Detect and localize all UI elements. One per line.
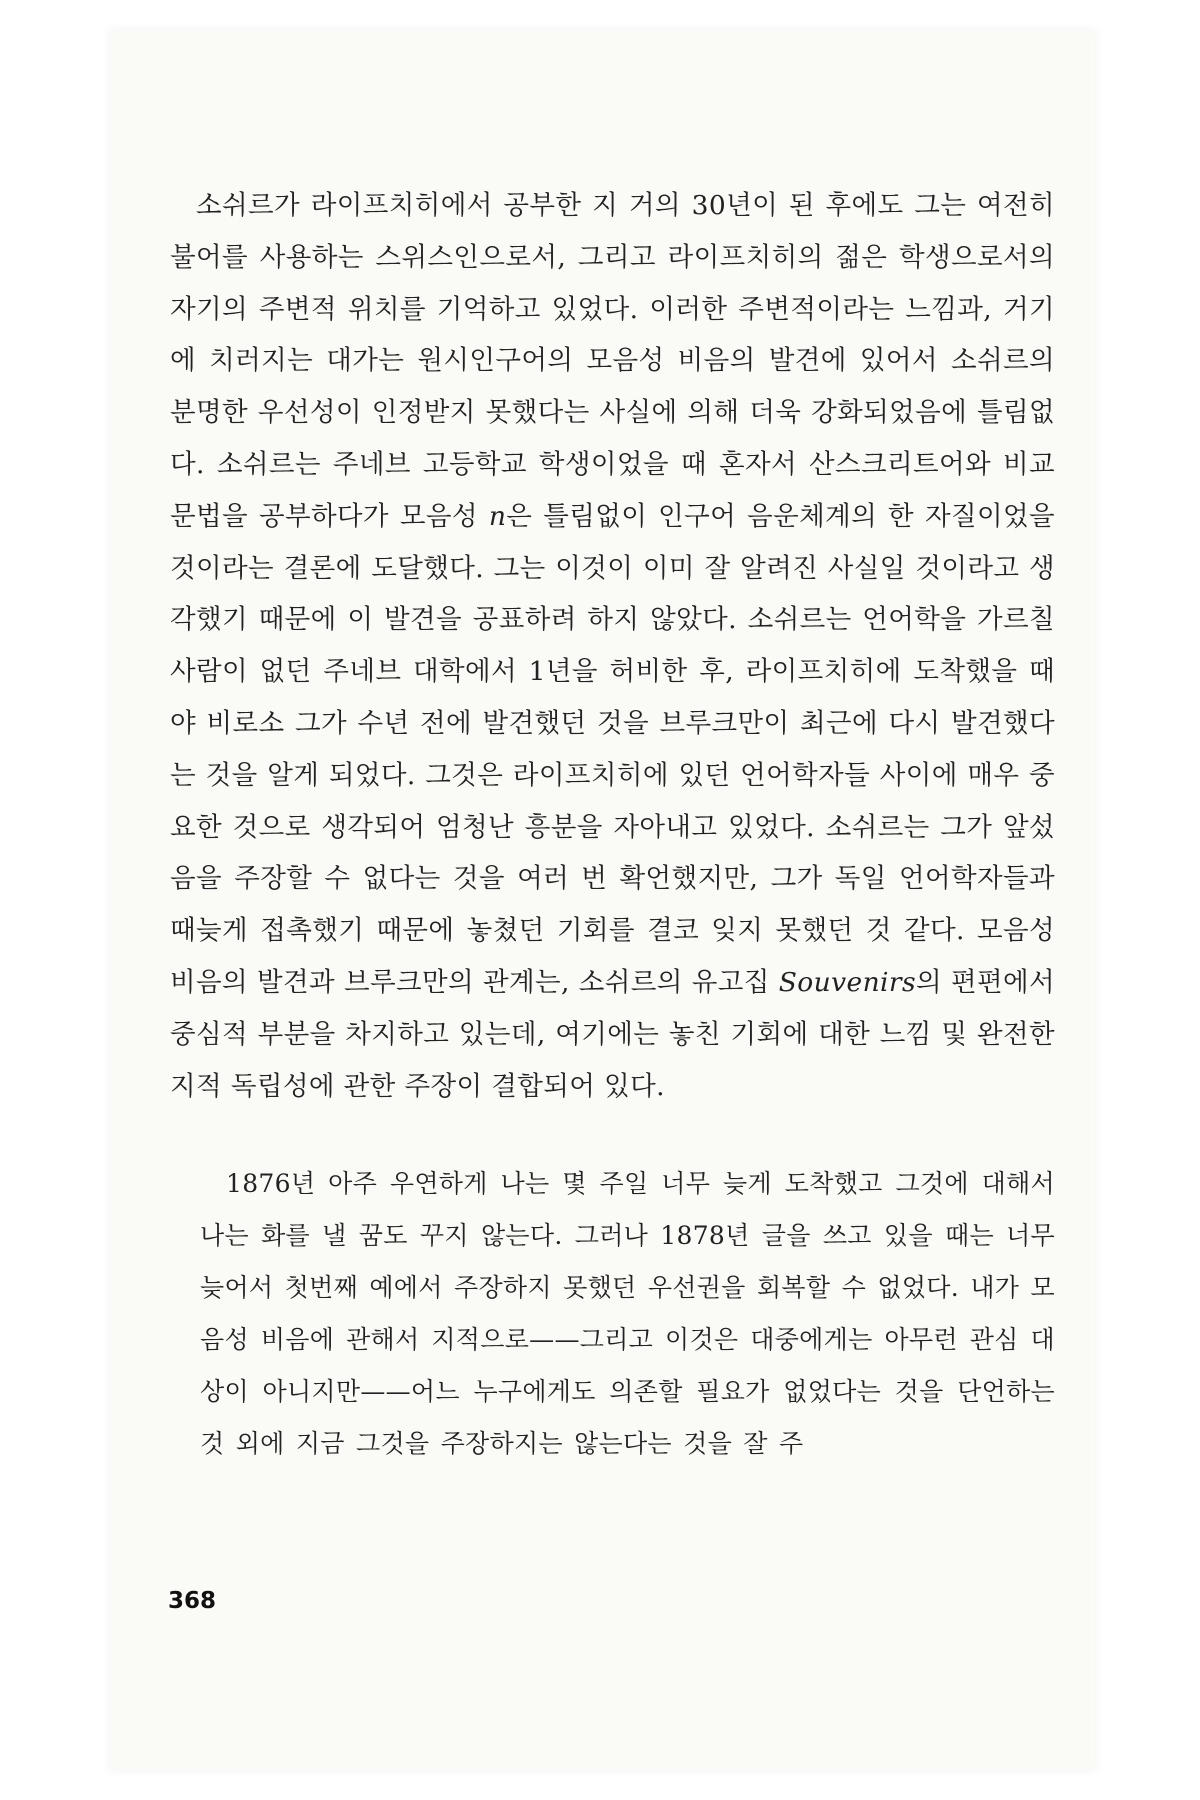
italic-book-title: Souvenirs [778, 966, 916, 998]
page-text [170, 180, 1055, 1470]
italic-letter-n: n [488, 500, 507, 532]
paragraph-text-2: 은 틀림없이 인구어 음운체계의 한 자질이었을 것이라는 결론에 도달했다. 그는 이것이 이미 잘 알려진 사실일 것이라고 생각했기 때문에 이 발견을 공표하려 하지 않았다. 소쉬르는 언어학을 가르칠 사람이 없던 주네브 대학에서 1년을 허비한 후, 라이프치히에 도착했을 때야 비로소 그가 수년 전에 발견했던 것을 브루크만이 최근에 다시 발견했다는 것을 알게 되었다. 그것은 라이프치히에 있던 언어학자들 사이에 매우 중요한 것으로 생각되어 엄청난 흥분을 자아내고 있었다. 소쉬르는 그가 앞섰음을 주장할 수 없다는 것을 여러 번 확언했지만, 그가 독일 언어학자들과 때늦게 접촉했기 때문에 놓쳤던 기회를 결코 잊지 못했던 것 같다. 모음성 비음의 발견과 브루크만의 관계는, 소쉬르의 유고집 [170, 500, 1055, 998]
quote-text: 1876년 아주 우연하게 나는 몇 주일 너무 늦게 도착했고 그것에 대해서 나는 화를 낼 꿈도 꾸지 않는다. 그러나 1878년 글을 쓰고 있을 때는 너무 늦어서 첫번째 예에서 주장하지 못했던 우선권을 회복할 수 없었다. 내가 모음성 비음에 관해서 지적으로——그리고 이것은 대중에게는 아무런 관심 대상이 아니지만——어느 누구에게도 의존할 필요가 없었다는 것을 단언하는 것 외에 지금 그것을 주장하지는 않는다는 것을 잘 주 [200, 1169, 1055, 1459]
page-number: 368 [168, 1588, 217, 1614]
paragraph-text-3: 의 편편에서 중심적 부분을 차지하고 있는데, 여기에는 놓친 기회에 대한 느낌 및 완전한 지적 독립성에 관한 주장이 결합되어 있다. [170, 966, 1055, 1102]
paragraph-text-1: 소쉬르가 라이프치히에서 공부한 지 거의 30년이 된 후에도 그는 여전히 불어를 사용하는 스위스인으로서, 그리고 라이프치히의 젊은 학생으로서의 자기의 주변적 위치를 기억하고 있었다. 이러한 주변적이라는 느낌과, 거기에 치러지는 대가는 원시인구어의 모음성 비음의 발견에 있어서 소쉬르의 분명한 우선성이 인정받지 못했다는 사실에 의해 더욱 강화되었음에 틀림없다. 소쉬르는 주네브 고등학교 학생이었을 때 혼자서 산스크리트어와 비교문법을 공부하다가 모음성 [170, 190, 1055, 532]
block-quote [200, 1158, 1055, 1470]
body-paragraph [170, 180, 1055, 1112]
